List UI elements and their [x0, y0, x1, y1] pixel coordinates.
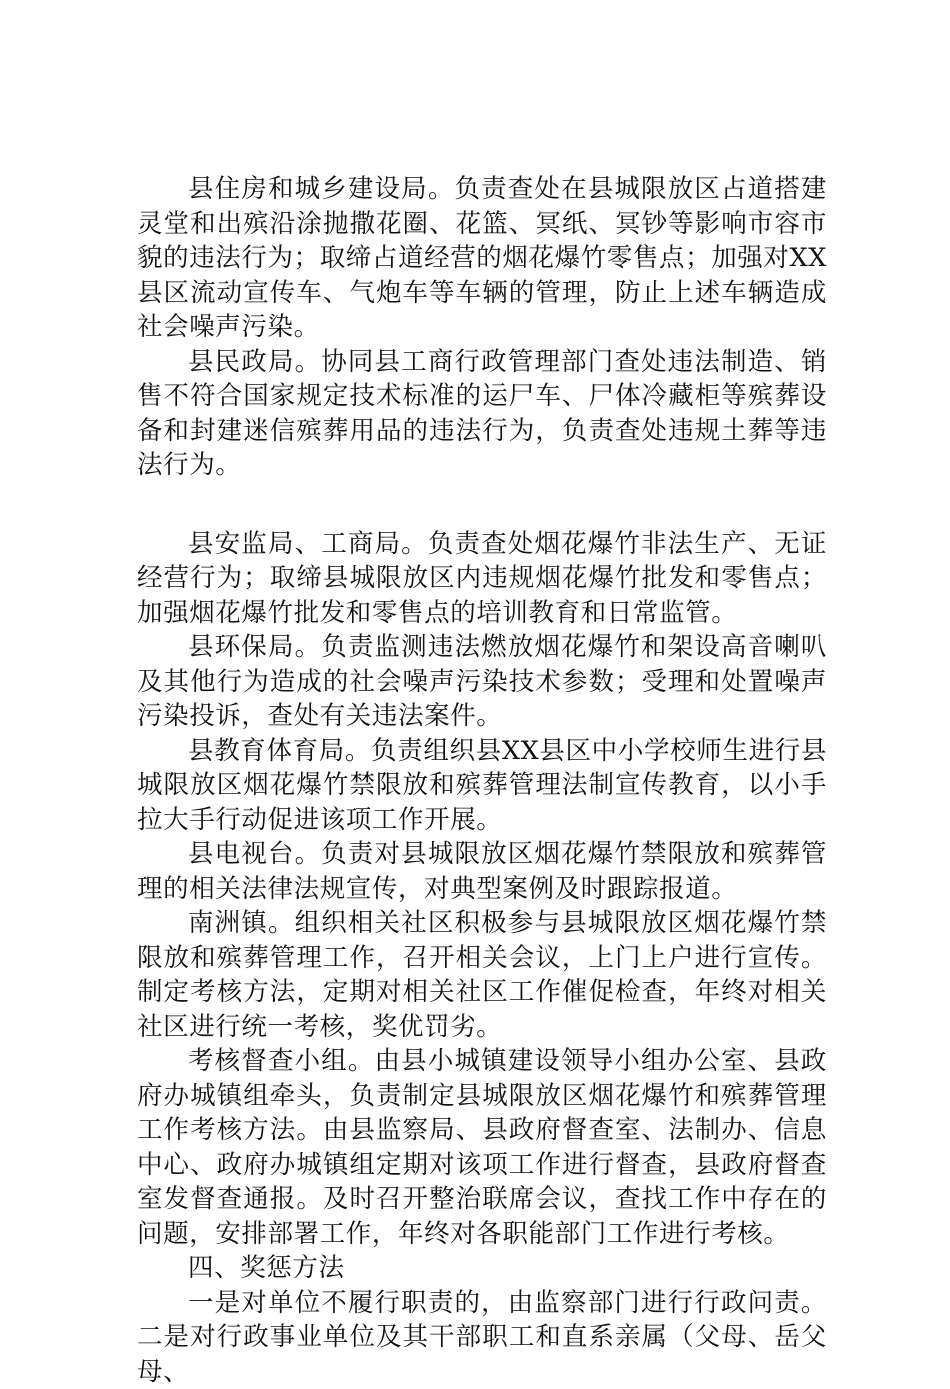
paragraph-nanzhou-town: 南洲镇。组织相关社区积极参与县城限放区烟花爆竹禁限放和殡葬管理工作，召开相关会议，上门上户进行宣传。制定考核方法，定期对相关社区工作催促检查，年终对相关社区进行统一考核，奖优罚劣。 [137, 906, 827, 1044]
paragraph-housing-bureau: 县住房和城乡建设局。负责查处在县城限放区占道搭建灵堂和出殡沿涂抛撒花圈、花篮、冥纸、冥钞等影响市容市貌的违法行为；取缔占道经营的烟花爆竹零售点；加强对XX县区流动宣传车、气炮车等车辆的管理，防止上述车辆造成社会噪声污染。 [137, 172, 827, 345]
paragraph-tv-station: 县电视台。负责对县城限放区烟花爆竹禁限放和殡葬管理的相关法律法规宣传，对典型案例及时跟踪报道。 [137, 837, 827, 906]
section-heading-rewards-penalties: 四、奖惩方法 [137, 1251, 827, 1286]
paragraph-environment-bureau: 县环保局。负责监测违法燃放烟花爆竹和架设高音喇叭及其他行为造成的社会噪声污染技术参数；受理和处置噪声污染投诉，查处有关违法案件。 [137, 630, 827, 734]
paragraph-inspection-group: 考核督查小组。由县小城镇建设领导小组办公室、县政府办城镇组牵头，负责制定县城限放区烟花爆竹和殡葬管理工作考核方法。由县监察局、县政府督查室、法制办、信息中心、政府办城镇组定期对该项工作进行督查，县政府督查室发督查通报。及时召开整治联席会议，查找工作中存在的问题，安排部署工作，年终对各职能部门工作进行考核。 [137, 1044, 827, 1251]
paragraph-civil-affairs-bureau: 县民政局。协同县工商行政管理部门查处违法制造、销售不符合国家规定技术标准的运尸车、尸体冷藏柜等殡葬设备和封建迷信殡葬用品的违法行为，负责查处违规土葬等违法行为。 [137, 345, 827, 483]
paragraph-education-bureau: 县教育体育局。负责组织县XX县区中小学校师生进行县城限放区烟花爆竹禁限放和殡葬管理法制宣传教育，以小手拉大手行动促进该项工作开展。 [137, 734, 827, 838]
paragraph-rewards-penalties: 一是对单位不履行职责的，由监察部门进行行政问责。二是对行政事业单位及其干部职工和直系亲属（父母、岳父母、 [137, 1286, 827, 1389]
paragraph-safety-commerce-bureau: 县安监局、工商局。负责查处烟花爆竹非法生产、无证经营行为；取缔县城限放区内违规烟花爆竹批发和零售点；加强烟花爆竹批发和零售点的培训教育和日常监管。 [137, 527, 827, 631]
paragraph-gap [137, 483, 827, 527]
document-body [137, 172, 827, 1389]
